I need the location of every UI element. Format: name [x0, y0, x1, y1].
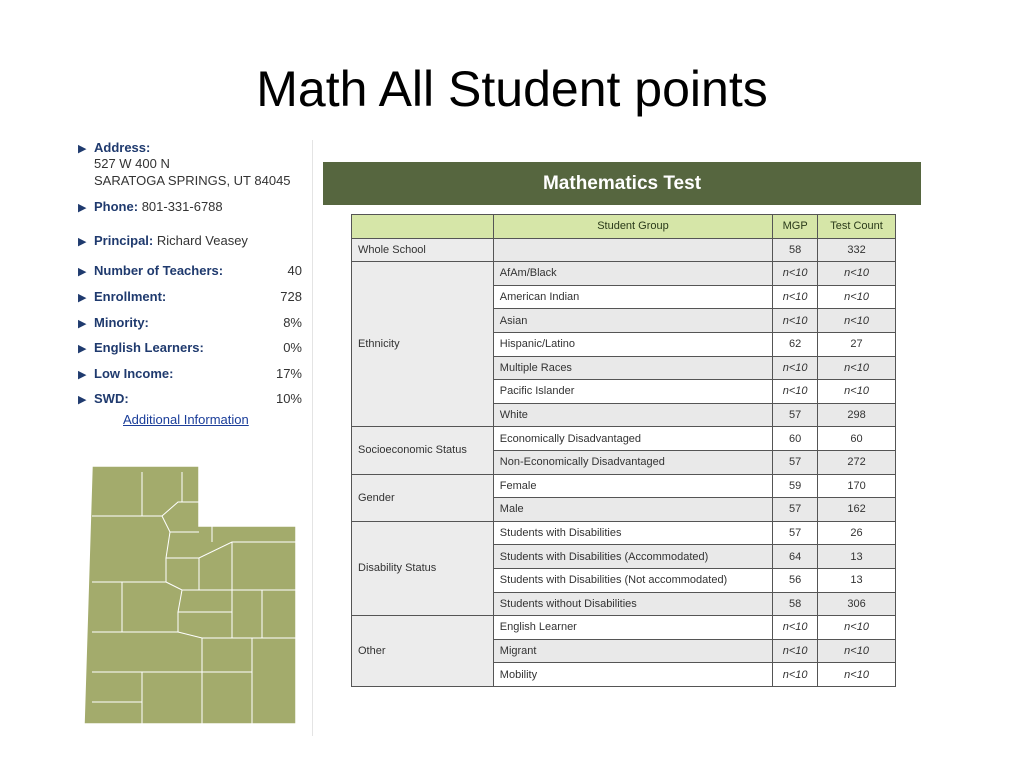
mgp-cell: n<10: [773, 639, 818, 663]
mgp-cell: 60: [773, 427, 818, 451]
table-row: [352, 427, 896, 451]
bullet-arrow-icon: ▶: [78, 236, 87, 248]
address-label: Address:: [94, 140, 151, 155]
stat-value: 40: [287, 263, 302, 278]
count-cell: 272: [818, 450, 896, 474]
table-row: [352, 238, 896, 262]
school-info-panel: [68, 140, 313, 736]
subgroup-cell: American Indian: [493, 285, 772, 309]
phone-row: [78, 199, 302, 214]
mathematics-test-table: [351, 214, 896, 687]
stat-row-swd: [78, 391, 302, 406]
table-row: [352, 262, 896, 286]
subgroup-cell: Students without Disabilities: [493, 592, 772, 616]
mgp-cell: 59: [773, 474, 818, 498]
mgp-cell: n<10: [773, 262, 818, 286]
mgp-cell: 58: [773, 592, 818, 616]
stat-value: 728: [280, 289, 302, 304]
mgp-cell: 58: [773, 238, 818, 262]
subgroup-cell: Mobility: [493, 663, 772, 687]
bullet-arrow-icon: ▶: [78, 292, 87, 304]
subgroup-cell: Hispanic/Latino: [493, 332, 772, 356]
mgp-cell: n<10: [773, 663, 818, 687]
subgroup-cell: Asian: [493, 309, 772, 333]
additional-information-link[interactable]: Additional Information: [123, 412, 249, 427]
mgp-cell: n<10: [773, 285, 818, 309]
phone-value: 801-331-6788: [141, 199, 223, 214]
stat-label: Minority:: [94, 315, 149, 330]
stat-row-teachers: [78, 263, 302, 278]
bullet-arrow-icon: ▶: [78, 343, 87, 355]
group-cell: Socioeconomic Status: [352, 427, 494, 474]
subgroup-cell: Female: [493, 474, 772, 498]
mgp-cell: 57: [773, 403, 818, 427]
count-cell: 26: [818, 521, 896, 545]
group-cell: Whole School: [352, 238, 494, 262]
bullet-arrow-icon: ▶: [78, 369, 87, 381]
count-cell: n<10: [818, 663, 896, 687]
bullet-arrow-icon: ▶: [78, 202, 87, 214]
utah-map-icon: [82, 462, 300, 730]
count-cell: 306: [818, 592, 896, 616]
header-corner-cell: [352, 215, 494, 239]
table-row: [352, 616, 896, 640]
bullet-arrow-icon: ▶: [78, 394, 87, 406]
count-cell: 27: [818, 332, 896, 356]
count-cell: 170: [818, 474, 896, 498]
header-mgp: MGP: [773, 215, 818, 239]
address-row: [78, 140, 302, 155]
address-line-1: 527 W 400 N: [94, 156, 170, 171]
mgp-cell: 64: [773, 545, 818, 569]
table-row: [352, 474, 896, 498]
subgroup-cell: Pacific Islander: [493, 380, 772, 404]
stat-value: 17%: [275, 366, 302, 381]
subgroup-cell: English Learner: [493, 616, 772, 640]
header-student-group: Student Group: [493, 215, 772, 239]
table-header-row: [352, 215, 896, 239]
stat-label: Low Income:: [94, 366, 174, 381]
group-cell: Gender: [352, 474, 494, 521]
stat-label: Number of Teachers:: [94, 263, 224, 278]
mgp-cell: 56: [773, 568, 818, 592]
table-row: [352, 521, 896, 545]
mgp-cell: n<10: [773, 309, 818, 333]
slide-title: Math All Student points: [256, 61, 768, 117]
mgp-cell: 57: [773, 498, 818, 522]
bullet-arrow-icon: ▶: [78, 266, 87, 278]
stat-value: 0%: [283, 340, 302, 355]
stat-row-english-learners: [78, 340, 302, 355]
stat-row-low-income: [78, 366, 302, 381]
principal-row: [78, 233, 302, 248]
subgroup-cell: Students with Disabilities (Accommodated): [493, 545, 772, 569]
subgroup-cell: Economically Disadvantaged: [493, 427, 772, 451]
principal-label: Principal:: [94, 233, 154, 248]
mgp-cell: 57: [773, 521, 818, 545]
mgp-cell: 57: [773, 450, 818, 474]
count-cell: 60: [818, 427, 896, 451]
subgroup-cell: [493, 238, 772, 262]
bullet-arrow-icon: ▶: [78, 318, 87, 330]
count-cell: 13: [818, 568, 896, 592]
group-cell: Disability Status: [352, 521, 494, 615]
stat-value: 8%: [283, 315, 302, 330]
stat-row-minority: [78, 315, 302, 330]
count-cell: n<10: [818, 285, 896, 309]
group-cell: Ethnicity: [352, 262, 494, 427]
subgroup-cell: Students with Disabilities: [493, 521, 772, 545]
subgroup-cell: Students with Disabilities (Not accommodated): [493, 568, 772, 592]
mgp-cell: n<10: [773, 380, 818, 404]
address-line-2: SARATOGA SPRINGS, UT 84045: [94, 173, 291, 188]
count-cell: 332: [818, 238, 896, 262]
subgroup-cell: Multiple Races: [493, 356, 772, 380]
count-cell: n<10: [818, 616, 896, 640]
stat-value: 10%: [275, 391, 302, 406]
subgroup-cell: Non-Economically Disadvantaged: [493, 450, 772, 474]
subgroup-cell: White: [493, 403, 772, 427]
bullet-arrow-icon: ▶: [78, 143, 87, 155]
group-cell: Other: [352, 616, 494, 687]
count-cell: 13: [818, 545, 896, 569]
count-cell: n<10: [818, 380, 896, 404]
count-cell: n<10: [818, 639, 896, 663]
mgp-cell: 62: [773, 332, 818, 356]
header-test-count: Test Count: [818, 215, 896, 239]
stat-label: Enrollment:: [94, 289, 167, 304]
count-cell: n<10: [818, 309, 896, 333]
mgp-cell: n<10: [773, 356, 818, 380]
stat-row-enrollment: [78, 289, 302, 304]
count-cell: 162: [818, 498, 896, 522]
mgp-cell: n<10: [773, 616, 818, 640]
subgroup-cell: Migrant: [493, 639, 772, 663]
stat-label: English Learners:: [94, 340, 204, 355]
utah-map: [82, 462, 300, 730]
subgroup-cell: Male: [493, 498, 772, 522]
stat-label: SWD:: [94, 391, 129, 406]
count-cell: n<10: [818, 262, 896, 286]
count-cell: n<10: [818, 356, 896, 380]
count-cell: 298: [818, 403, 896, 427]
principal-value: Richard Veasey: [156, 233, 248, 248]
table-title-bar: Mathematics Test: [323, 162, 921, 205]
phone-label: Phone:: [94, 199, 139, 214]
subgroup-cell: AfAm/Black: [493, 262, 772, 286]
